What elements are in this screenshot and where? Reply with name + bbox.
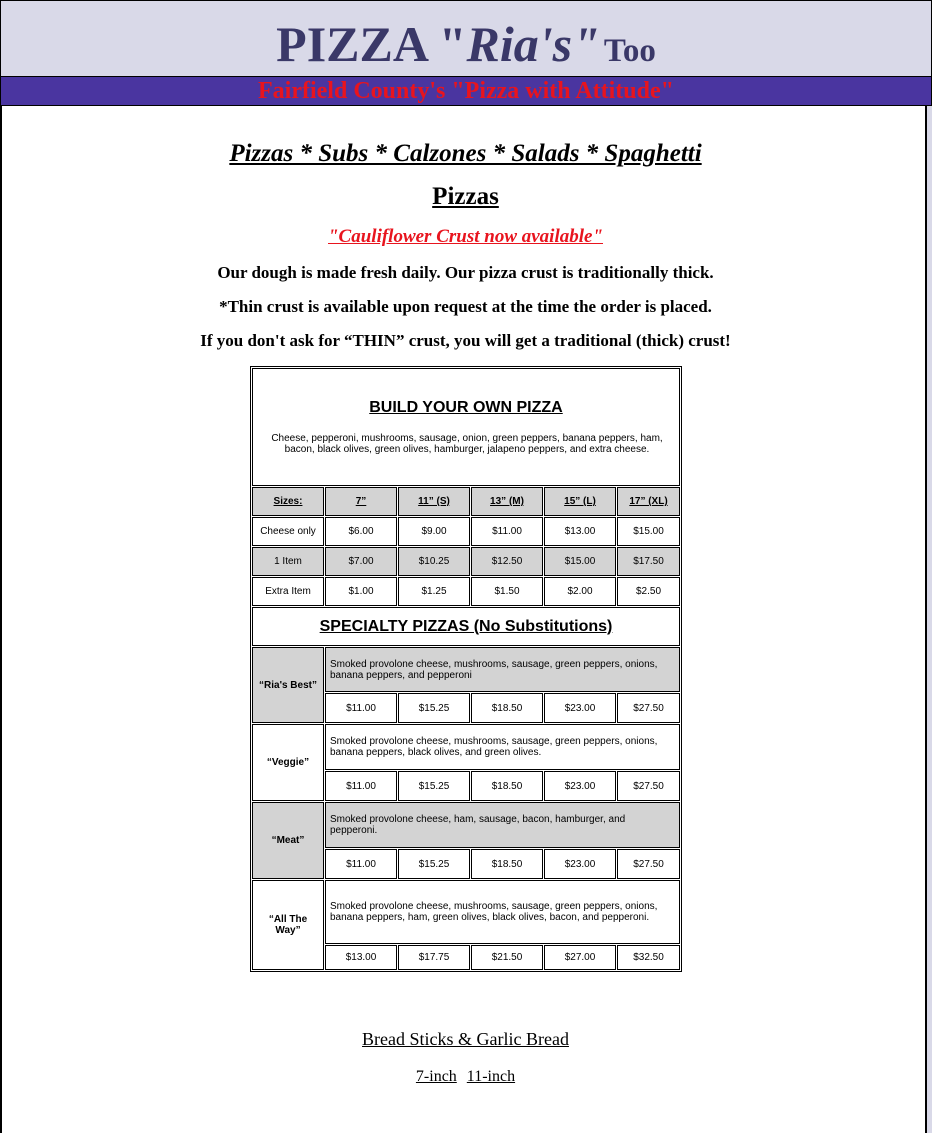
price-cell: $11.00 xyxy=(325,693,397,723)
price-cell: $27.00 xyxy=(544,945,616,970)
bread-size-links xyxy=(2,1068,929,1086)
bread-sticks-link[interactable]: Bread Sticks & Garlic Bread xyxy=(362,1029,569,1049)
row-label: 1 Item xyxy=(252,547,324,576)
specialty-desc: Smoked provolone cheese, mushrooms, sausage, green peppers, onions, banana peppers, and pepperoni xyxy=(325,647,680,692)
price-cell: $21.50 xyxy=(471,945,543,970)
price-cell: $18.50 xyxy=(471,693,543,723)
main-content xyxy=(0,106,927,1133)
specialty-name: “All The Way” xyxy=(252,880,324,970)
row-label: Extra Item xyxy=(252,577,324,606)
right-border-strip xyxy=(927,106,932,1133)
price-cell: $13.00 xyxy=(325,945,397,970)
size-header: 13” (M) xyxy=(471,487,543,516)
price-cell: $23.00 xyxy=(544,771,616,801)
size-header: 11” (S) xyxy=(398,487,470,516)
price-cell: $11.00 xyxy=(471,517,543,546)
specialty-desc: Smoked provolone cheese, mushrooms, sausage, green peppers, onions, banana peppers, black olives, and green olives. xyxy=(325,724,680,770)
pizza-menu-table xyxy=(250,366,682,972)
site-header xyxy=(0,0,932,76)
price-cell: $15.25 xyxy=(398,693,470,723)
price-cell: $2.50 xyxy=(617,577,680,606)
price-cell: $15.00 xyxy=(544,547,616,576)
specialty-desc: Smoked provolone cheese, ham, sausage, bacon, hamburger, and pepperoni. xyxy=(325,802,680,848)
price-cell: $27.50 xyxy=(617,771,680,801)
price-cell: $2.00 xyxy=(544,577,616,606)
price-cell: $23.00 xyxy=(544,849,616,879)
size-header: 15” (L) xyxy=(544,487,616,516)
byo-title: BUILD YOUR OWN PIZZA xyxy=(369,399,563,416)
cauliflower-notice: "Cauliflower Crust now available" xyxy=(328,226,603,247)
size-header: 7” xyxy=(325,487,397,516)
link-7-inch[interactable]: 7-inch xyxy=(415,1068,457,1085)
tagline: Pizzas * Subs * Calzones * Salads * Spaghetti xyxy=(229,140,702,167)
specialty-name: “Meat” xyxy=(252,802,324,879)
price-cell: $7.00 xyxy=(325,547,397,576)
specialty-desc: Smoked provolone cheese, mushrooms, sausage, green peppers, onions, banana peppers, ham, green olives, black olives, bacon, and pepperoni. xyxy=(325,880,680,944)
price-cell: $15.00 xyxy=(617,517,680,546)
specialty-name: “Veggie” xyxy=(252,724,324,801)
price-cell: $17.75 xyxy=(398,945,470,970)
dough-info: Our dough is made fresh daily. Our pizza crust is traditionally thick. xyxy=(217,263,714,282)
slogan-banner: Fairfield County's "Pizza with Attitude" xyxy=(0,76,932,106)
price-cell: $15.25 xyxy=(398,771,470,801)
specialty-title: SPECIALTY PIZZAS (No Substitutions) xyxy=(252,607,680,646)
price-cell: $11.00 xyxy=(325,849,397,879)
price-cell: $32.50 xyxy=(617,945,680,970)
site-title xyxy=(1,16,931,72)
price-cell: $9.00 xyxy=(398,517,470,546)
price-cell: $17.50 xyxy=(617,547,680,576)
price-cell: $10.25 xyxy=(398,547,470,576)
price-cell: $18.50 xyxy=(471,771,543,801)
price-cell: $1.25 xyxy=(398,577,470,606)
specialty-name: “Ria's Best” xyxy=(252,647,324,723)
link-11-inch[interactable]: 11-inch xyxy=(466,1068,516,1085)
price-cell: $13.00 xyxy=(544,517,616,546)
title-too: Too xyxy=(603,33,656,69)
thick-crust-info: If you don't ask for “THIN” crust, you will get a traditional (thick) crust! xyxy=(200,331,731,350)
price-cell: $15.25 xyxy=(398,849,470,879)
price-cell: $27.50 xyxy=(617,849,680,879)
price-cell: $12.50 xyxy=(471,547,543,576)
thin-crust-info: *Thin crust is available upon request at the time the order is placed. xyxy=(219,297,712,316)
price-cell: $27.50 xyxy=(617,693,680,723)
title-main: PIZZA " xyxy=(276,16,467,72)
size-header: 17” (XL) xyxy=(617,487,680,516)
title-italic: Ria's" xyxy=(466,16,600,72)
row-label: Cheese only xyxy=(252,517,324,546)
section-heading-pizzas: Pizzas xyxy=(432,183,499,210)
price-cell: $1.00 xyxy=(325,577,397,606)
price-cell: $23.00 xyxy=(544,693,616,723)
byo-cell xyxy=(252,368,680,486)
sizes-label: Sizes: xyxy=(252,487,324,516)
byo-toppings: Cheese, pepperoni, mushrooms, sausage, onion, green peppers, banana peppers, ham, bacon, black olives, green olives, hamburger, jalapeno peppers, and extra cheese. xyxy=(271,433,663,455)
price-cell: $11.00 xyxy=(325,771,397,801)
price-cell: $6.00 xyxy=(325,517,397,546)
price-cell: $18.50 xyxy=(471,849,543,879)
price-cell: $1.50 xyxy=(471,577,543,606)
